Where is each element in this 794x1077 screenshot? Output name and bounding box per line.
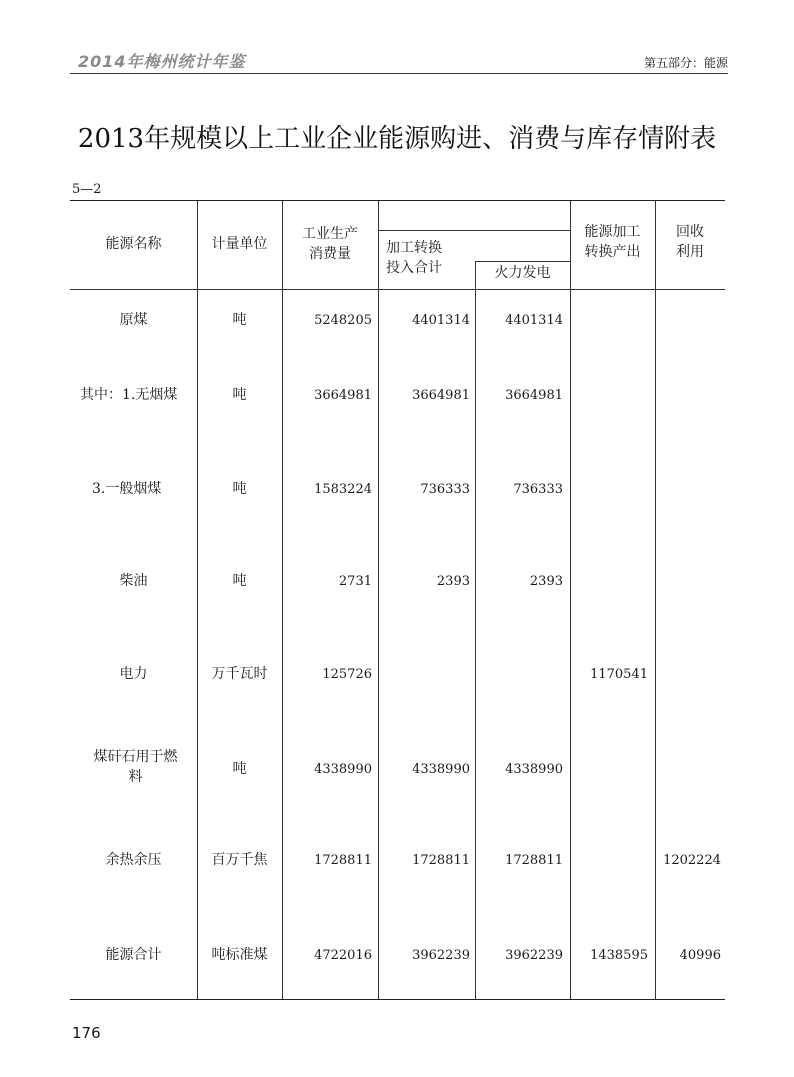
row-recovery: 40996 (679, 948, 721, 963)
col-header-recovery-l1: 回收 (676, 224, 704, 240)
row-thermal: 736333 (513, 482, 563, 497)
row-name-l1: 煤矸石用于燃 (93, 749, 178, 765)
header-rule (70, 73, 728, 74)
row-thermal: 3962239 (505, 948, 563, 963)
col-header-consumption-l2: 消费量 (309, 245, 351, 262)
header-section-label: 第五部分：能源 (643, 56, 728, 70)
col-header-consumption (282, 225, 378, 264)
header-bottom-rule (70, 289, 725, 290)
row-conversion-input: 2393 (436, 574, 470, 589)
row-conversion-input: 4401314 (412, 313, 470, 328)
row-unit: 吨 (232, 761, 247, 777)
col-header-recovery-l2: 利用 (676, 243, 704, 260)
row-unit: 万千瓦时 (211, 666, 268, 682)
row-thermal: 4401314 (505, 313, 563, 328)
row-unit: 吨 (232, 573, 247, 589)
row-name: 原煤 (119, 312, 148, 328)
energy-table (70, 200, 725, 1000)
row-name: 3.一般烟煤 (92, 481, 162, 497)
col-header-recovery (655, 223, 725, 262)
header-subrule (378, 230, 570, 231)
row-consumption: 2731 (338, 574, 372, 589)
col-header-unit: 计量单位 (211, 236, 268, 252)
table-number: 5—2 (72, 182, 102, 197)
row-thermal: 1728811 (505, 853, 563, 868)
row-conversion-output: 1170541 (590, 667, 648, 682)
col-header-conversion-output-l2: 转换产出 (584, 243, 641, 260)
row-conversion-output: 1438595 (590, 948, 648, 963)
row-consumption: 3664981 (314, 388, 372, 403)
row-consumption: 4722016 (314, 948, 372, 963)
col-header-conversion-output (570, 223, 655, 262)
row-thermal: 3664981 (505, 388, 563, 403)
row-recovery: 1202224 (663, 853, 721, 868)
row-conversion-input: 1728811 (412, 853, 470, 868)
col-header-thermal: 火力发电 (494, 265, 551, 281)
row-name: 余热余压 (105, 852, 162, 868)
row-name (74, 748, 197, 787)
row-consumption: 1583224 (314, 482, 372, 497)
col-header-conversion-input-l1: 加工转换 (386, 240, 442, 256)
col-header-name: 能源名称 (105, 236, 162, 252)
col-divider (475, 261, 476, 999)
row-unit: 百万千焦 (211, 852, 268, 868)
row-thermal: 2393 (529, 574, 563, 589)
row-conversion-input: 3664981 (412, 388, 470, 403)
row-unit: 吨 (232, 312, 247, 328)
row-thermal: 4338990 (505, 762, 563, 777)
col-divider (570, 201, 571, 999)
row-unit: 吨标准煤 (211, 947, 268, 963)
page-title: 2013年规模以上工业企业能源购进、消费与库存情附表 (77, 124, 717, 154)
row-conversion-input: 4338990 (412, 762, 470, 777)
row-consumption: 5248205 (314, 313, 372, 328)
col-header-conversion-output-l1: 能源加工 (584, 224, 641, 240)
header-yearbook-logo: 2014年梅州统计年鉴 (78, 52, 246, 71)
col-header-consumption-l1: 工业生产 (302, 226, 358, 242)
row-conversion-input: 736333 (420, 482, 470, 497)
row-consumption: 4338990 (314, 762, 372, 777)
col-header-conversion-input-l2: 投入合计 (386, 259, 442, 276)
col-divider (655, 201, 656, 999)
row-unit: 吨 (232, 481, 247, 497)
row-name: 其中：1.无烟煤 (80, 387, 178, 403)
row-consumption: 125726 (322, 667, 372, 682)
row-name-l2: 料 (128, 768, 143, 785)
row-conversion-input: 3962239 (412, 948, 470, 963)
page-number: 176 (72, 1024, 101, 1042)
row-name: 电力 (119, 666, 148, 682)
row-unit: 吨 (232, 387, 247, 403)
row-name: 柴油 (119, 573, 148, 589)
row-name: 能源合计 (105, 947, 162, 963)
row-consumption: 1728811 (314, 853, 372, 868)
